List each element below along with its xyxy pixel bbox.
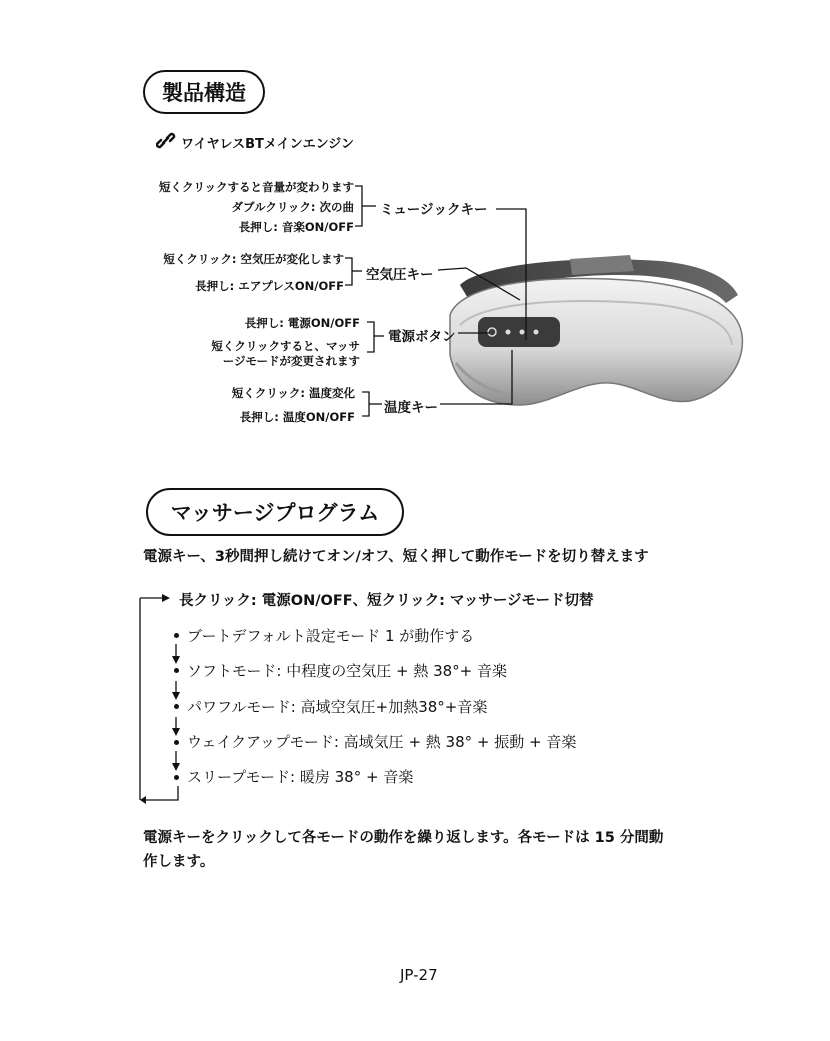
mode-item-5: スリープモード: 暖房 38° + 音楽 [187, 768, 414, 786]
air-key-label: 空気圧キー [366, 267, 434, 283]
page-number: JP-27 [400, 966, 438, 984]
footer-text-line-2: 作します。 [143, 854, 215, 870]
mode-item-1: ブートデフォルト設定モード 1 が動作する [187, 627, 475, 645]
bt-main-engine-label: ワイヤレスBTメインエンジン [181, 137, 354, 152]
mode-bullet [174, 633, 179, 638]
intro-text: 電源キー、3秒間押し続けてオン/オフ、短く押して動作モードを切り替えます [143, 549, 649, 565]
mode-bullet [174, 704, 179, 709]
section-title-text: マッサージプログラム [170, 501, 380, 525]
temp-key-label: 温度キー [384, 400, 438, 416]
section-title-text: 製品構造 [162, 81, 246, 105]
temp-note-2: 長押し: 温度ON/OFF [239, 410, 355, 424]
mode-bullet [174, 668, 179, 673]
air-note-2: 長押し: エアプレスON/OFF [195, 279, 344, 293]
music-note-3: 長押し: 音楽ON/OFF [238, 220, 354, 234]
mode-bullet [174, 740, 179, 745]
music-note-2: ダブルクリック: 次の曲 [231, 200, 354, 214]
footer-text-line-1: 電源キーをクリックして各モードの動作を繰り返します。各モードは 15 分間動 [143, 830, 664, 846]
mode-item-2: ソフトモード: 中程度の空気圧 + 熱 38°+ 音楽 [187, 662, 508, 680]
mode-item-4: ウェイクアップモード: 高域気圧 + 熱 38° + 振動 + 音楽 [187, 733, 577, 751]
cycle-header: 長クリック: 電源ON/OFF、短クリック: マッサージモード切替 [179, 593, 594, 609]
power-note-2: 短くクリックすると、マッサ [211, 339, 360, 353]
power-note-3: ージモードが変更されます [222, 354, 360, 368]
temp-note-1: 短くクリック: 温度変化 [231, 386, 355, 400]
air-note-1: 短くクリック: 空気圧が変化します [163, 252, 344, 266]
power-button-label: 電源ボタン [388, 329, 456, 345]
mode-bullet [174, 775, 179, 780]
music-key-label: ミュージックキー [380, 202, 488, 218]
music-note-1: 短くクリックすると音量が変わります [158, 180, 354, 194]
power-note-1: 長押し: 電源ON/OFF [244, 316, 360, 330]
section-title-massage-program [146, 488, 404, 536]
mode-item-3: パワフルモード: 高域空気圧+加熱38°+音楽 [187, 698, 488, 716]
